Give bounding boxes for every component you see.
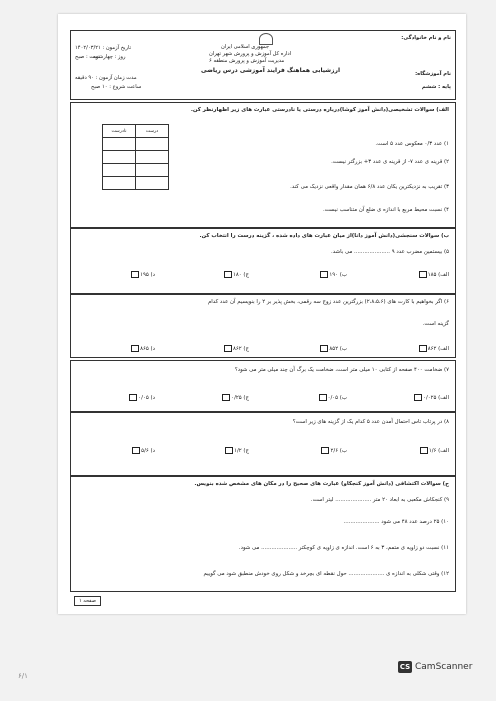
- time-label: نوبت : صبح: [75, 54, 101, 60]
- section-a-title: الف) سوالات تشخیصی(دانش آموز کوشا)درباره درستی یا نادرستی عبارت های زیر اظهارنظر کن.: [190, 107, 449, 113]
- section-b-part1: [70, 228, 456, 294]
- q5-option-c[interactable]: ج) ۱۸۰: [223, 271, 249, 278]
- q7-option-a[interactable]: الف) ۰/۰۲۵: [413, 394, 449, 401]
- answer-cell[interactable]: [136, 138, 169, 151]
- section-b-q6: [70, 294, 456, 358]
- section-c: [70, 476, 456, 592]
- corner-note: ۶/۱: [18, 672, 28, 680]
- office-text-2: مدیریت آموزش و پرورش منطقه ۶: [209, 58, 285, 64]
- question-6: ۶) اگر بخواهیم با کارت های (۲،۸،۵،۶) بزرگترین عدد زوج سه رقمی، بخش پذیر بر ۲ را بنویسیم آن عدد کدام: [207, 299, 449, 305]
- section-c-title: ج) سوالات اکتشافی (دانش آموز کنجکاو) عبارت های صحیح را در مکان های مشخص شده بنویس.: [194, 481, 449, 487]
- q6-option-b[interactable]: ب) ۸۵۲: [319, 345, 347, 352]
- question-6-cont: گزینه است.: [422, 321, 449, 327]
- answer-cell[interactable]: [136, 151, 169, 164]
- answer-cell[interactable]: [136, 164, 169, 177]
- q7-option-c[interactable]: ج) ۰/۲۵: [221, 394, 249, 401]
- answer-cell[interactable]: [103, 177, 136, 190]
- q6-option-c[interactable]: ج) ۸۶۲: [223, 345, 249, 352]
- q8-option-b[interactable]: ب) ۲/۶: [320, 447, 347, 454]
- true-false-grid: [102, 124, 169, 190]
- duration-label: مدت زمان آزمون : ۹۰ دقیقه: [75, 75, 137, 81]
- q8-option-a[interactable]: الف) ۱/۶: [419, 447, 449, 454]
- q5-option-b[interactable]: ب) ۱۹۰: [319, 271, 347, 278]
- question-4: ۴) نسبت محیط مربع با اندازه ی ضلع آن متناسب نیست.: [322, 207, 449, 213]
- q7-option-b[interactable]: ب) ۰/۰۵: [318, 394, 347, 401]
- q8-option-d[interactable]: د) ۵/۶: [131, 447, 155, 454]
- col-false-header: نادرست: [103, 125, 136, 138]
- question-11: ۱۱) نسبت دو زاویه ی متمم، ۳ به ۶ است. اندازه ی زاویه ی کوچکتر ..................... می شود.: [238, 545, 449, 551]
- exam-header: [70, 30, 456, 100]
- question-12: ۱۲) وقتی شکلی به اندازه ی ..................... حول نقطه ای بچرخد و شکل روی خودش منطبق شود می گوییم: [203, 571, 449, 577]
- day-label: روز : چهارشنبه: [93, 54, 126, 60]
- answer-cell[interactable]: [103, 164, 136, 177]
- exam-title: ارزشیابی هماهنگ فرایند آموزشی درس ریاضی: [201, 67, 341, 74]
- office-text-1: اداره کل آموزش و پرورش شهر تهران: [209, 51, 292, 57]
- q5-option-a[interactable]: الف) ۱۸۵: [418, 271, 449, 278]
- question-3: ۳) تقریب به نزدیکترین یکان عدد ۶/۸ همان مقدار واقعی نزدیک می کند.: [290, 184, 449, 190]
- camscanner-watermark: [398, 661, 472, 673]
- q7-option-d[interactable]: د) ۰/۰۵: [128, 394, 155, 401]
- answer-cell[interactable]: [136, 177, 169, 190]
- q6-option-d[interactable]: د) ۸۶۵: [130, 345, 155, 352]
- section-b-title: ب) سوالات سنجشی(دانش آموز دانا)از میان عبارت های داده شده ، گزینه درست را انتخاب کن.: [199, 233, 449, 239]
- camscanner-brand: CamScanner: [415, 662, 473, 672]
- section-b-q8: [70, 412, 456, 476]
- camscanner-logo-icon: CS: [399, 663, 411, 671]
- date-label: تاریخ آزمون : ۱۴۰۲/۰۳/۲۱: [75, 45, 132, 51]
- answer-cell[interactable]: [103, 138, 136, 151]
- question-1: ۱) عدد ۰/۳ معکوس عدد ۵ است.: [375, 141, 449, 147]
- q5-option-d[interactable]: د) ۱۹۵: [130, 271, 155, 278]
- name-label: نام و نام خانوادگی:: [401, 35, 451, 41]
- grade-label: پایه : ششم: [421, 84, 451, 90]
- question-7: ۷) ضخامت ۴۰۰ صفحه از کتابی ۱۰ میلی متر است، ضخامت یک برگ آن چند میلی متر می شود؟: [234, 367, 449, 373]
- school-label: نام آموزشگاه:: [415, 71, 451, 77]
- q6-option-a[interactable]: الف) ۸۶۲: [418, 345, 449, 352]
- question-9: ۹) کنجکاش مکعبی به ابعاد ۲۰ متر ..................... لیتر است.: [310, 497, 449, 503]
- question-10: ۱۰) ۲۵ درصد عدد ۴۸ می شود .....................: [343, 519, 449, 525]
- page-number: صفحه ۱: [74, 596, 101, 606]
- start-label: ساعت شروع : ۱۰ صبح: [91, 84, 142, 90]
- answer-cell[interactable]: [103, 151, 136, 164]
- question-2: ۲) قرینه ی عدد ۷- از قرینه ی عدد ۳+ بزرگتر نیست.: [331, 159, 449, 165]
- question-8: ۸) در پرتاب تاس احتمال آمدن عدد ۵ کدام یک از گزینه های زیر است؟: [292, 419, 449, 425]
- q8-option-c[interactable]: ج) ۱/۲: [224, 447, 249, 454]
- col-true-header: درست: [136, 125, 169, 138]
- ministry-text: جمهوری اسلامی ایران: [221, 44, 270, 50]
- section-b-q7: [70, 360, 456, 412]
- question-5: ۵) بیستمین مضرب عدد ۹ ..................... می باشد.: [331, 249, 449, 255]
